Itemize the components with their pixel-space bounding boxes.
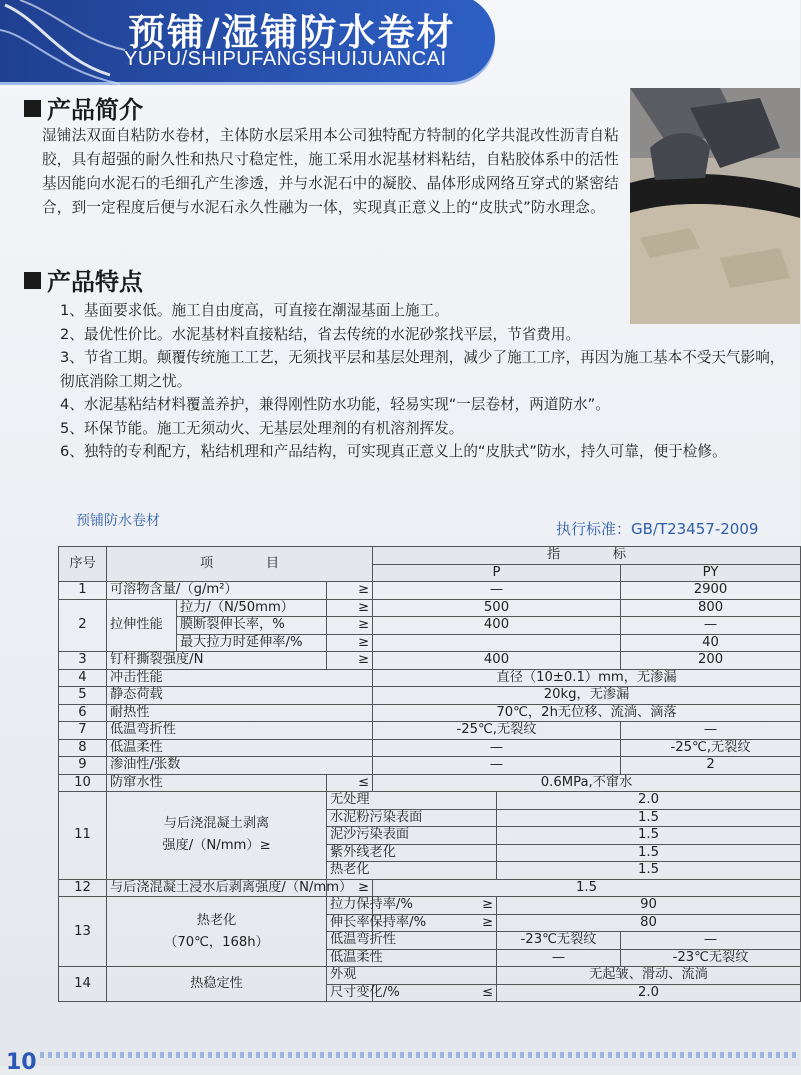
row-op: ≥ bbox=[327, 617, 373, 635]
row-py: — bbox=[621, 932, 801, 950]
page-title: 预铺/湿铺防水卷材 bbox=[128, 10, 456, 54]
features-heading bbox=[24, 262, 143, 297]
installation-photo bbox=[630, 88, 800, 324]
row-py: 2900 bbox=[621, 582, 801, 600]
header-index: 指 标 bbox=[373, 547, 801, 565]
row-py: -25℃,无裂纹 bbox=[621, 739, 801, 757]
header-banner bbox=[0, 0, 800, 90]
feature-item: 2、最优性价比。水泥基材料直接粘结，省去传统的水泥砂浆找平层，节省费用。 bbox=[60, 325, 581, 343]
row-op: ≥ bbox=[327, 652, 373, 670]
features-heading-text: 产品特点 bbox=[47, 267, 143, 296]
intro-heading-text: 产品简介 bbox=[47, 95, 143, 124]
features-list bbox=[32, 299, 792, 464]
row-value: 80 bbox=[497, 914, 801, 932]
row-p: -23℃无裂纹 bbox=[497, 932, 621, 950]
row-value: 1.5 bbox=[497, 809, 801, 827]
row-group: 拉伸性能 bbox=[107, 599, 177, 652]
row-op: ≥ bbox=[327, 599, 373, 617]
row-op: ≥ bbox=[327, 634, 373, 652]
feature-item: 1、基面要求低。施工自由度高，可直接在潮湿基面上施工。 bbox=[60, 302, 449, 319]
table-row bbox=[59, 774, 801, 792]
table-standard: 执行标准：GB/T23457-2009 bbox=[556, 520, 759, 538]
row-item: 低温弯折性 bbox=[107, 722, 373, 740]
row-no: 7 bbox=[59, 722, 107, 740]
page-subtitle: YUPU/SHIPUFANGSHUIJUANCAI bbox=[124, 48, 447, 70]
row-no: 12 bbox=[59, 879, 107, 897]
intro-heading bbox=[24, 90, 143, 125]
row-op: ≥ bbox=[373, 897, 497, 915]
row-item: 低温柔性 bbox=[327, 949, 497, 967]
row-group-line2: （70℃，168h） bbox=[164, 934, 269, 950]
row-item: 热老化 bbox=[327, 862, 497, 880]
table-row bbox=[59, 722, 801, 740]
row-value: 2.0 bbox=[497, 984, 801, 1002]
row-value: 70℃，2h无位移、流淌、滴落 bbox=[373, 704, 801, 722]
table-row bbox=[59, 897, 801, 915]
row-item: 低温柔性 bbox=[107, 739, 373, 757]
row-no: 13 bbox=[59, 897, 107, 967]
row-item: 静态荷载 bbox=[107, 687, 373, 705]
row-group bbox=[107, 792, 327, 880]
row-group bbox=[107, 897, 327, 967]
spec-table bbox=[58, 546, 800, 1002]
intro-paragraph bbox=[42, 124, 627, 220]
row-no: 2 bbox=[59, 599, 107, 652]
row-no: 1 bbox=[59, 582, 107, 600]
row-value: 直径（10±0.1）mm，无渗漏 bbox=[373, 669, 801, 687]
row-op: ≥ bbox=[373, 914, 497, 932]
row-item: 防窜水性 bbox=[107, 774, 327, 792]
row-value: 90 bbox=[497, 897, 801, 915]
table-row bbox=[59, 669, 801, 687]
row-value: 20kg，无渗漏 bbox=[373, 687, 801, 705]
row-no: 4 bbox=[59, 669, 107, 687]
footer-stripe bbox=[40, 1052, 800, 1058]
square-bullet-icon bbox=[24, 100, 41, 117]
row-no: 8 bbox=[59, 739, 107, 757]
row-p: 400 bbox=[373, 652, 621, 670]
header-no: 序号 bbox=[59, 547, 107, 582]
row-op: ≤ bbox=[373, 984, 497, 1002]
row-value: 1.5 bbox=[373, 879, 801, 897]
page-number: 10 bbox=[6, 1050, 37, 1075]
feature-item: 4、水泥基粘结材料覆盖养护，兼得刚性防水功能，轻易实现“一层卷材，两道防水”。 bbox=[60, 396, 610, 413]
row-item: 可溶物含量/（g/m²） bbox=[107, 582, 327, 600]
row-item: 尺寸变化/% bbox=[327, 984, 373, 1002]
row-item: 低温弯折性 bbox=[327, 932, 497, 950]
row-no: 14 bbox=[59, 967, 107, 1002]
row-group-line1: 热老化 bbox=[196, 912, 237, 928]
row-no: 5 bbox=[59, 687, 107, 705]
row-p bbox=[373, 634, 621, 652]
table-row bbox=[59, 792, 801, 810]
row-p: — bbox=[497, 949, 621, 967]
row-item: 最大拉力时延伸率/% bbox=[177, 634, 327, 652]
row-item: 伸长率保持率/% bbox=[327, 914, 373, 932]
row-value: 2.0 bbox=[497, 792, 801, 810]
table-row bbox=[59, 879, 801, 897]
table-row bbox=[59, 652, 801, 670]
feature-item bbox=[4, 346, 792, 393]
table-row bbox=[59, 582, 801, 600]
row-p: — bbox=[373, 739, 621, 757]
header-item: 项 目 bbox=[107, 547, 373, 582]
row-item: 膜断裂伸长率，% bbox=[177, 617, 327, 635]
row-value: 0.6MPa,不窜水 bbox=[373, 774, 801, 792]
table-title: 预铺防水卷材 bbox=[76, 513, 160, 529]
table-header-row bbox=[59, 547, 801, 565]
row-item: 无处理 bbox=[327, 792, 497, 810]
row-item: 与后浇混凝土浸水后剥离强度/（N/mm） bbox=[107, 879, 327, 897]
row-value: 1.5 bbox=[497, 862, 801, 880]
feature-item: 5、环保节能。施工无须动火、无基层处理剂的有机溶剂挥发。 bbox=[60, 419, 464, 437]
row-no: 3 bbox=[59, 652, 107, 670]
swirl-decoration-icon bbox=[0, 0, 130, 90]
row-item: 拉力/（N/50mm） bbox=[177, 599, 327, 617]
row-item: 拉力保持率/% bbox=[327, 897, 373, 915]
row-py: 200 bbox=[621, 652, 801, 670]
header-py: PY bbox=[621, 564, 801, 582]
row-py: 800 bbox=[621, 599, 801, 617]
row-group-line1: 与后浇混凝土剥离 bbox=[163, 816, 270, 832]
row-p: — bbox=[373, 582, 621, 600]
table-row bbox=[59, 599, 801, 617]
row-item: 耐热性 bbox=[107, 704, 373, 722]
header-p: P bbox=[373, 564, 621, 582]
row-py: — bbox=[621, 722, 801, 740]
row-group-line2: 强度/（N/mm）≥ bbox=[162, 838, 271, 854]
row-py: -23℃无裂纹 bbox=[621, 949, 801, 967]
row-item: 紫外线老化 bbox=[327, 844, 497, 862]
row-op: ≤ bbox=[327, 774, 373, 792]
table-row bbox=[59, 704, 801, 722]
row-item: 外观 bbox=[327, 967, 497, 985]
row-p: — bbox=[373, 757, 621, 775]
feature-item-text: 3、节省工期。颠覆传统施工工艺，无须找平层和基层处理剂，减少了施工工序，再因为施工基本不受天气影响，彻底消除工期之忧。 bbox=[60, 349, 785, 390]
row-value: 1.5 bbox=[497, 827, 801, 845]
row-no: 6 bbox=[59, 704, 107, 722]
row-op: ≥ bbox=[327, 879, 373, 897]
row-item: 钉杆撕裂强度/N bbox=[107, 652, 327, 670]
row-value: 1.5 bbox=[497, 844, 801, 862]
row-item: 泥沙污染表面 bbox=[327, 827, 497, 845]
row-no: 10 bbox=[59, 774, 107, 792]
row-p: 400 bbox=[373, 617, 621, 635]
row-no: 9 bbox=[59, 757, 107, 775]
table-row bbox=[59, 687, 801, 705]
row-item: 渗油性/张数 bbox=[107, 757, 373, 775]
row-group: 热稳定性 bbox=[107, 967, 327, 1002]
row-p: -25℃,无裂纹 bbox=[373, 722, 621, 740]
row-item: 水泥粉污染表面 bbox=[327, 809, 497, 827]
row-item: 冲击性能 bbox=[107, 669, 373, 687]
table-row bbox=[59, 739, 801, 757]
row-value: 无起皱、滑动、流淌 bbox=[497, 967, 801, 985]
row-py: 2 bbox=[621, 757, 801, 775]
row-py: 40 bbox=[621, 634, 801, 652]
row-py: — bbox=[621, 617, 801, 635]
row-op: ≥ bbox=[327, 582, 373, 600]
table-row bbox=[59, 967, 801, 985]
square-bullet-icon bbox=[24, 272, 41, 289]
intro-text: 湿铺法双面自粘防水卷材，主体防水层采用本公司独特配方特制的化学共混改性沥青自粘胶，具有超强的耐久性和热尺寸稳定性，施工采用水泥基材料粘结，自粘胶体系中的活性基因能向水泥石的毛细孔产生渗透，并与水泥石中的凝胶、晶体形成网络互穿式的紧密结合，到一定程度后便与水泥石永久性融为一体，实现真正意义上的“皮肤式”防水理念。 bbox=[42, 127, 619, 216]
table-row bbox=[59, 757, 801, 775]
row-p: 500 bbox=[373, 599, 621, 617]
row-no: 11 bbox=[59, 792, 107, 880]
feature-item: 6、独特的专利配方，粘结机理和产品结构，可实现真正意义上的“皮肤式”防水，持久可靠，便于检修。 bbox=[60, 443, 727, 460]
